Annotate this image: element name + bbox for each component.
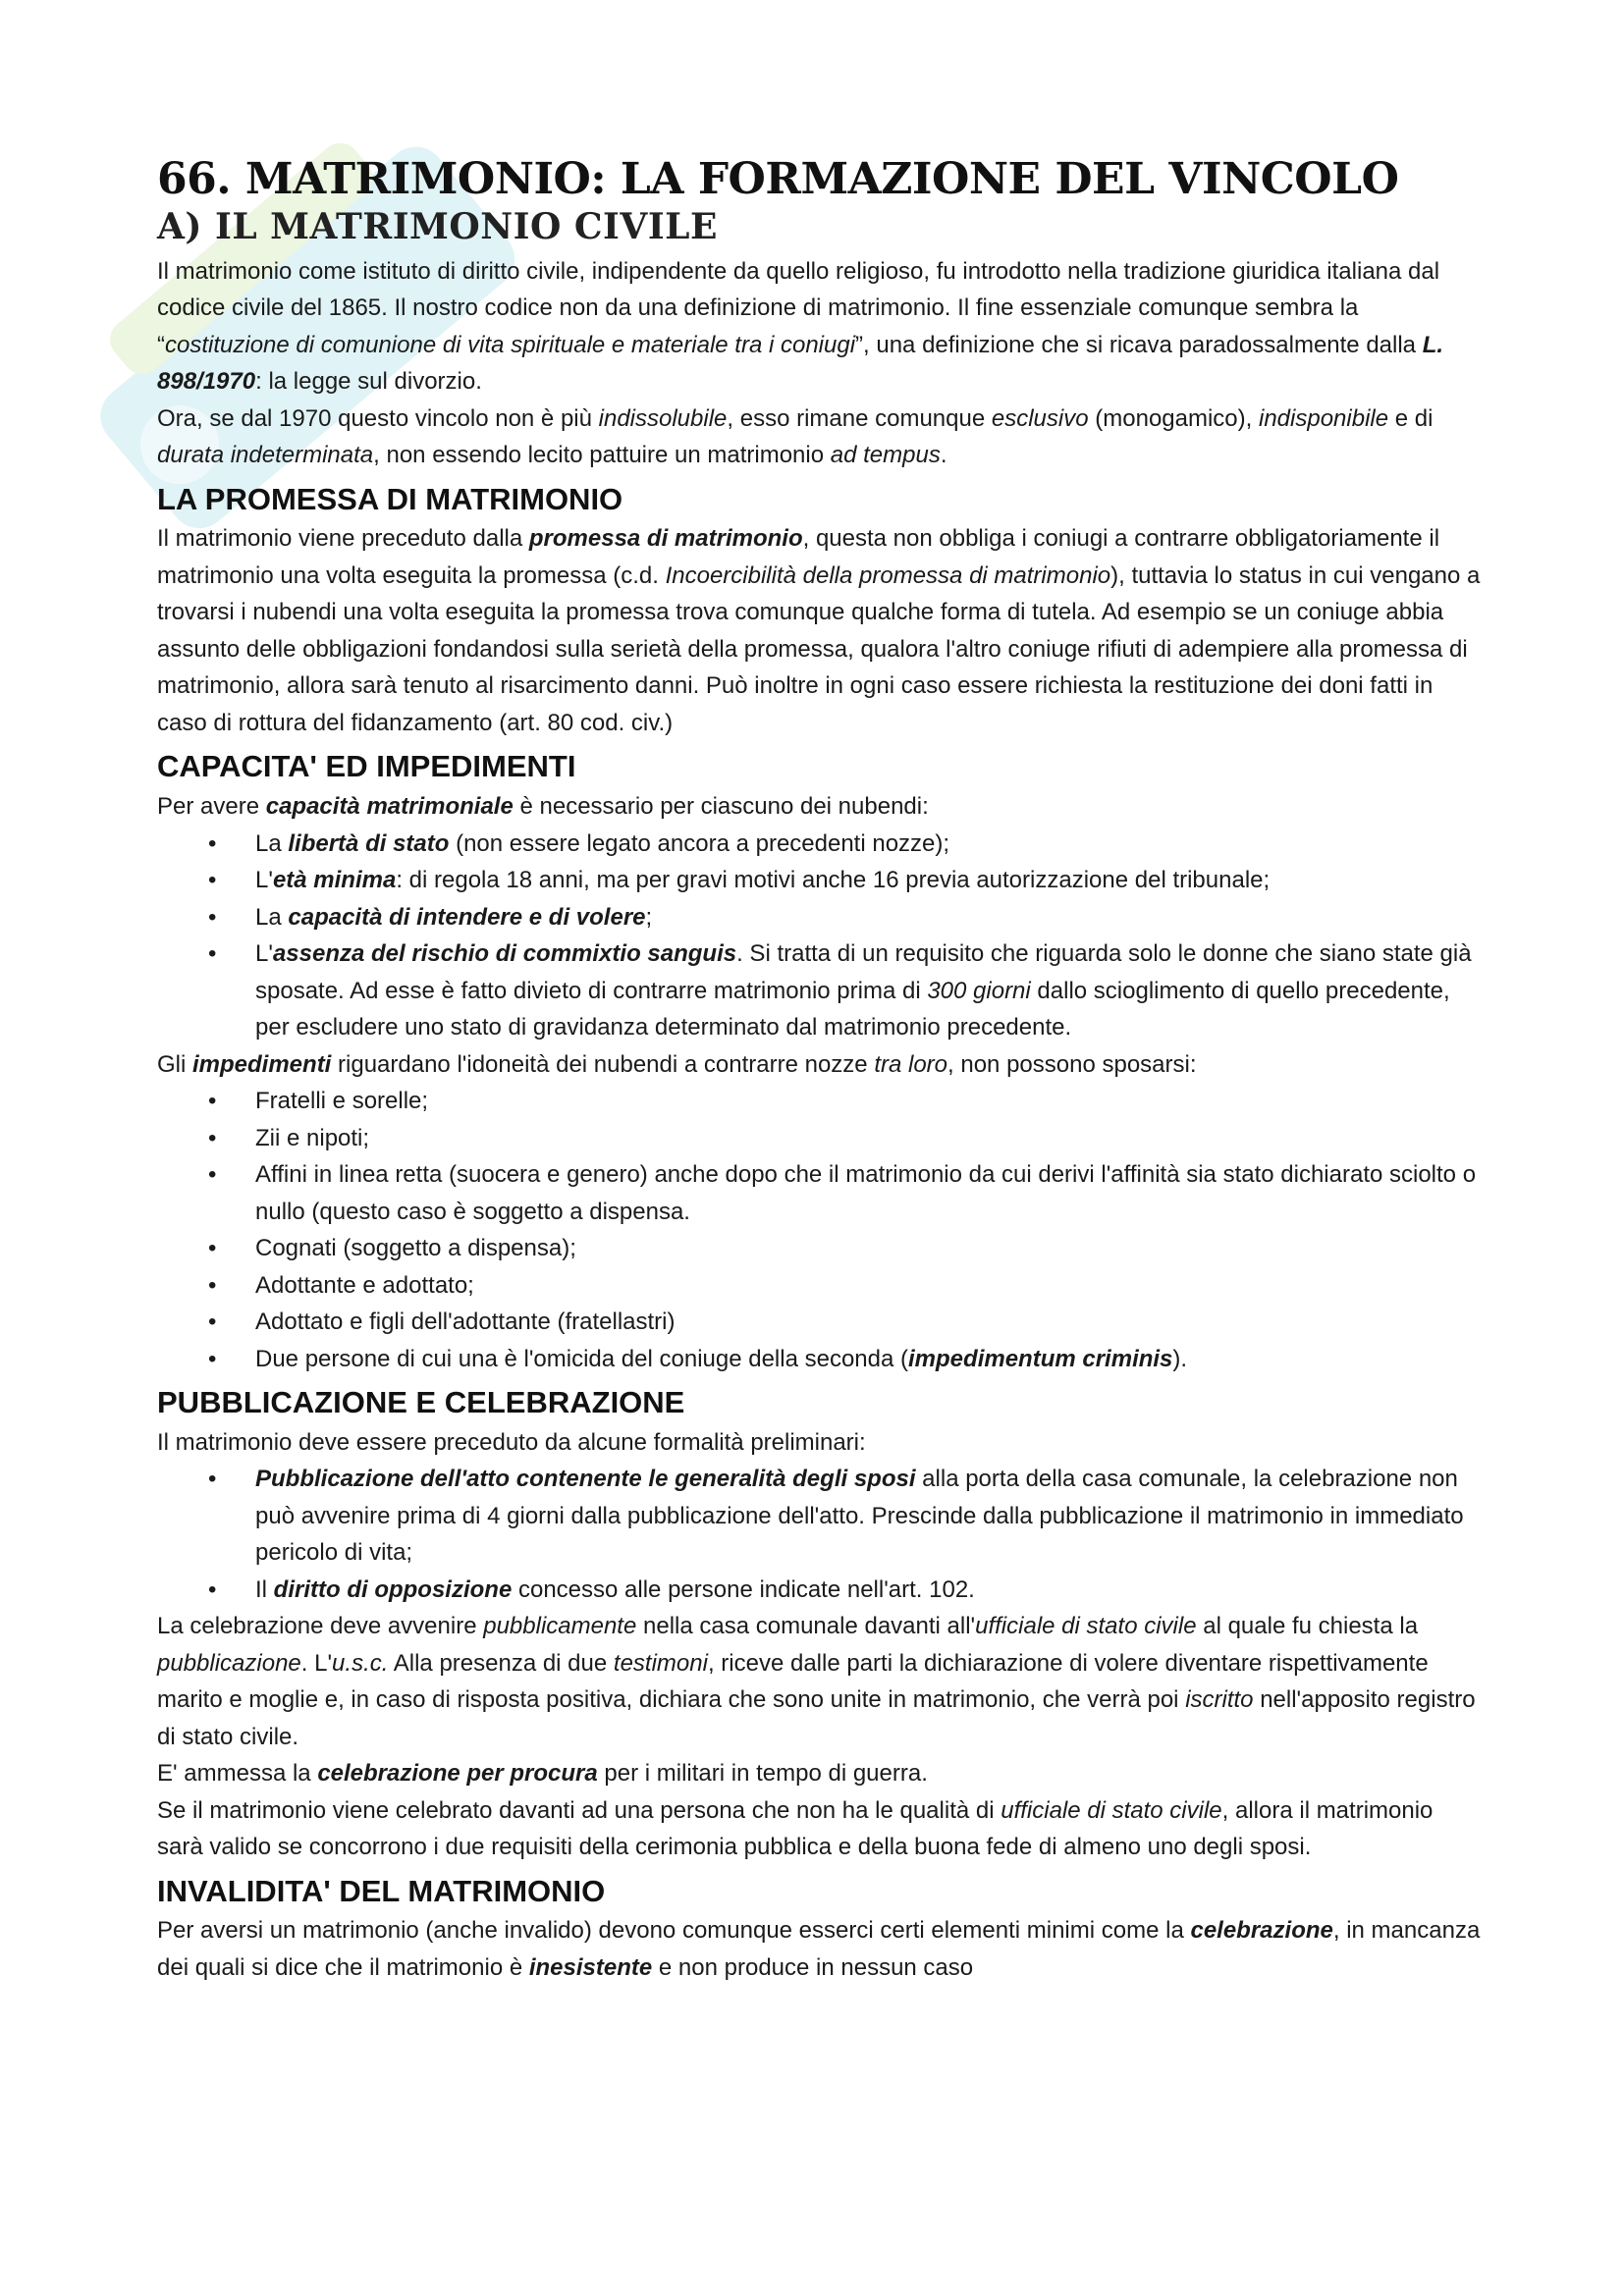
intro-paragraph-1: Il matrimonio come istituto di diritto civile, indipendente da quello religioso, fu introdotto nella tradizione giuridica italiana dal codice civile del 1865. Il nostro codice non da una definizione di matrimonio. Il fine essenziale comunque sembra la “costituzione di comunione di vita spirituale e materiale tra i coniugi”, una definizione che si ricava paradossalmente dalla L. 898/1970: la legge sul divorzio. bbox=[157, 257, 1444, 396]
list-item: • La libertà di stato (non essere legato ancora a precedenti nozze); bbox=[255, 826, 1483, 863]
capacita-intro: Per avere capacità matrimoniale è necessario per ciascuno dei nubendi: bbox=[157, 793, 929, 821]
pubblicazione-intro: Il matrimonio deve essere preceduto da alcune formalità preliminari: bbox=[157, 1428, 866, 1456]
section-subtitle: A) IL MATRIMONIO CIVILE bbox=[157, 206, 718, 248]
list-item: • Cognati (soggetto a dispensa); bbox=[255, 1230, 1483, 1267]
promessa-paragraph: Il matrimonio viene preceduto dalla promessa di matrimonio, questa non obbliga i coniugi a contrarre obbligatoriamente il matrimonio una volta eseguita la promessa (c.d. Incoercibilità della promessa di matrimonio), tuttavia lo status in cui vengano a trovarsi i nubendi una volta eseguita la promessa trova comunque qualche forma di tutela. Ad esempio se un coniuge abbia assunto delle obbligazioni fondandosi sulla serietà della promessa, qualora l'altro coniuge rifiuti di adempiere alla promessa di matrimonio, allora sarà tenuto al risarcimento danni. Può inoltre in ogni caso essere richiesta la restituzione dei doni fatti in caso di rottura del fidanzamento (art. 80 cod. civ.) bbox=[157, 525, 1481, 736]
document-page bbox=[157, 154, 1483, 1986]
pubblicazione-list bbox=[157, 1461, 1483, 1608]
heading-promessa: LA PROMESSA DI MATRIMONIO bbox=[157, 481, 623, 516]
heading-capacita: CAPACITA' ED IMPEDIMENTI bbox=[157, 749, 576, 784]
list-item: • Adottato e figli dell'adottante (fratellastri) bbox=[255, 1304, 1483, 1341]
page-title: 66. MATRIMONIO: LA FORMAZIONE DEL VINCOLO bbox=[157, 154, 1399, 204]
heading-pubblicazione: PUBBLICAZIONE E CELEBRAZIONE bbox=[157, 1385, 685, 1420]
invalidita-paragraph: Per aversi un matrimonio (anche invalido) devono comunque esserci certi elementi minimi come la celebrazione, in mancanza dei quali si dice che il matrimonio è inesistente e non produce in nessun caso bbox=[157, 1917, 1481, 1981]
impedimenti-list bbox=[157, 1083, 1483, 1377]
list-item: • Due persone di cui una è l'omicida del coniuge della seconda (impedimentum criminis). bbox=[255, 1341, 1483, 1378]
list-item: • L'età minima: di regola 18 anni, ma per gravi motivi anche 16 previa autorizzazione del tribunale; bbox=[255, 862, 1483, 899]
procura-paragraph: E' ammessa la celebrazione per procura per i militari in tempo di guerra. bbox=[157, 1760, 928, 1788]
heading-invalidita: INVALIDITA' DEL MATRIMONIO bbox=[157, 1873, 606, 1908]
list-item: • Pubblicazione dell'atto contenente le generalità degli sposi alla porta della casa comunale, la celebrazione non può avvenire prima di 4 giorni dalla pubblicazione dell'atto. Prescinde dalla pubblicazione il matrimonio in immediato pericolo di vita; bbox=[255, 1461, 1483, 1572]
list-item: • Affini in linea retta (suocera e genero) anche dopo che il matrimonio da cui derivi l'affinità sia stato dichiarato sciolto o nullo (questo caso è soggetto a dispensa. bbox=[255, 1156, 1483, 1230]
list-item: • Fratelli e sorelle; bbox=[255, 1083, 1483, 1120]
list-item: • Adottante e adottato; bbox=[255, 1267, 1483, 1305]
list-item: • L'assenza del rischio di commixtio sanguis. Si tratta di un requisito che riguarda solo le donne che siano state già sposate. Ad esse è fatto divieto di contrarre matrimonio prima di 300 giorni dallo scioglimento di quello precedente, per escludere uno stato di gravidanza determinato dal matrimonio precedente. bbox=[255, 935, 1483, 1046]
list-item: • Il diritto di opposizione concesso alle persone indicate nell'art. 102. bbox=[255, 1572, 1483, 1609]
celebrazione-paragraph: La celebrazione deve avvenire pubblicamente nella casa comunale davanti all'ufficiale di stato civile al quale fu chiesta la pubblicazione. L'u.s.c. Alla presenza di due testimoni, riceve dalle parti la dichiarazione di volere diventare rispettivamente marito e moglie e, in caso di risposta positiva, dichiara che sono unite in matrimonio, che verrà poi iscritto nell'apposito registro di stato civile. bbox=[157, 1613, 1476, 1750]
intro-paragraph-2: Ora, se dal 1970 questo vincolo non è più indissolubile, esso rimane comunque esclusivo (monogamico), indisponibile e di durata indeterminata, non essendo lecito pattuire un matrimonio ad tempus. bbox=[157, 404, 1434, 469]
capacita-list bbox=[157, 826, 1483, 1046]
ufficiale-paragraph: Se il matrimonio viene celebrato davanti ad una persona che non ha le qualità di ufficiale di stato civile, allora il matrimonio sarà valido se concorrono i due requisiti della cerimonia pubblica e della buona fede di almeno uno degli sposi. bbox=[157, 1796, 1434, 1861]
impedimenti-intro: Gli impedimenti riguardano l'idoneità dei nubendi a contrarre nozze tra loro, non possono sposarsi: bbox=[157, 1050, 1197, 1078]
list-item: • La capacità di intendere e di volere; bbox=[255, 899, 1483, 936]
list-item: • Zii e nipoti; bbox=[255, 1120, 1483, 1157]
